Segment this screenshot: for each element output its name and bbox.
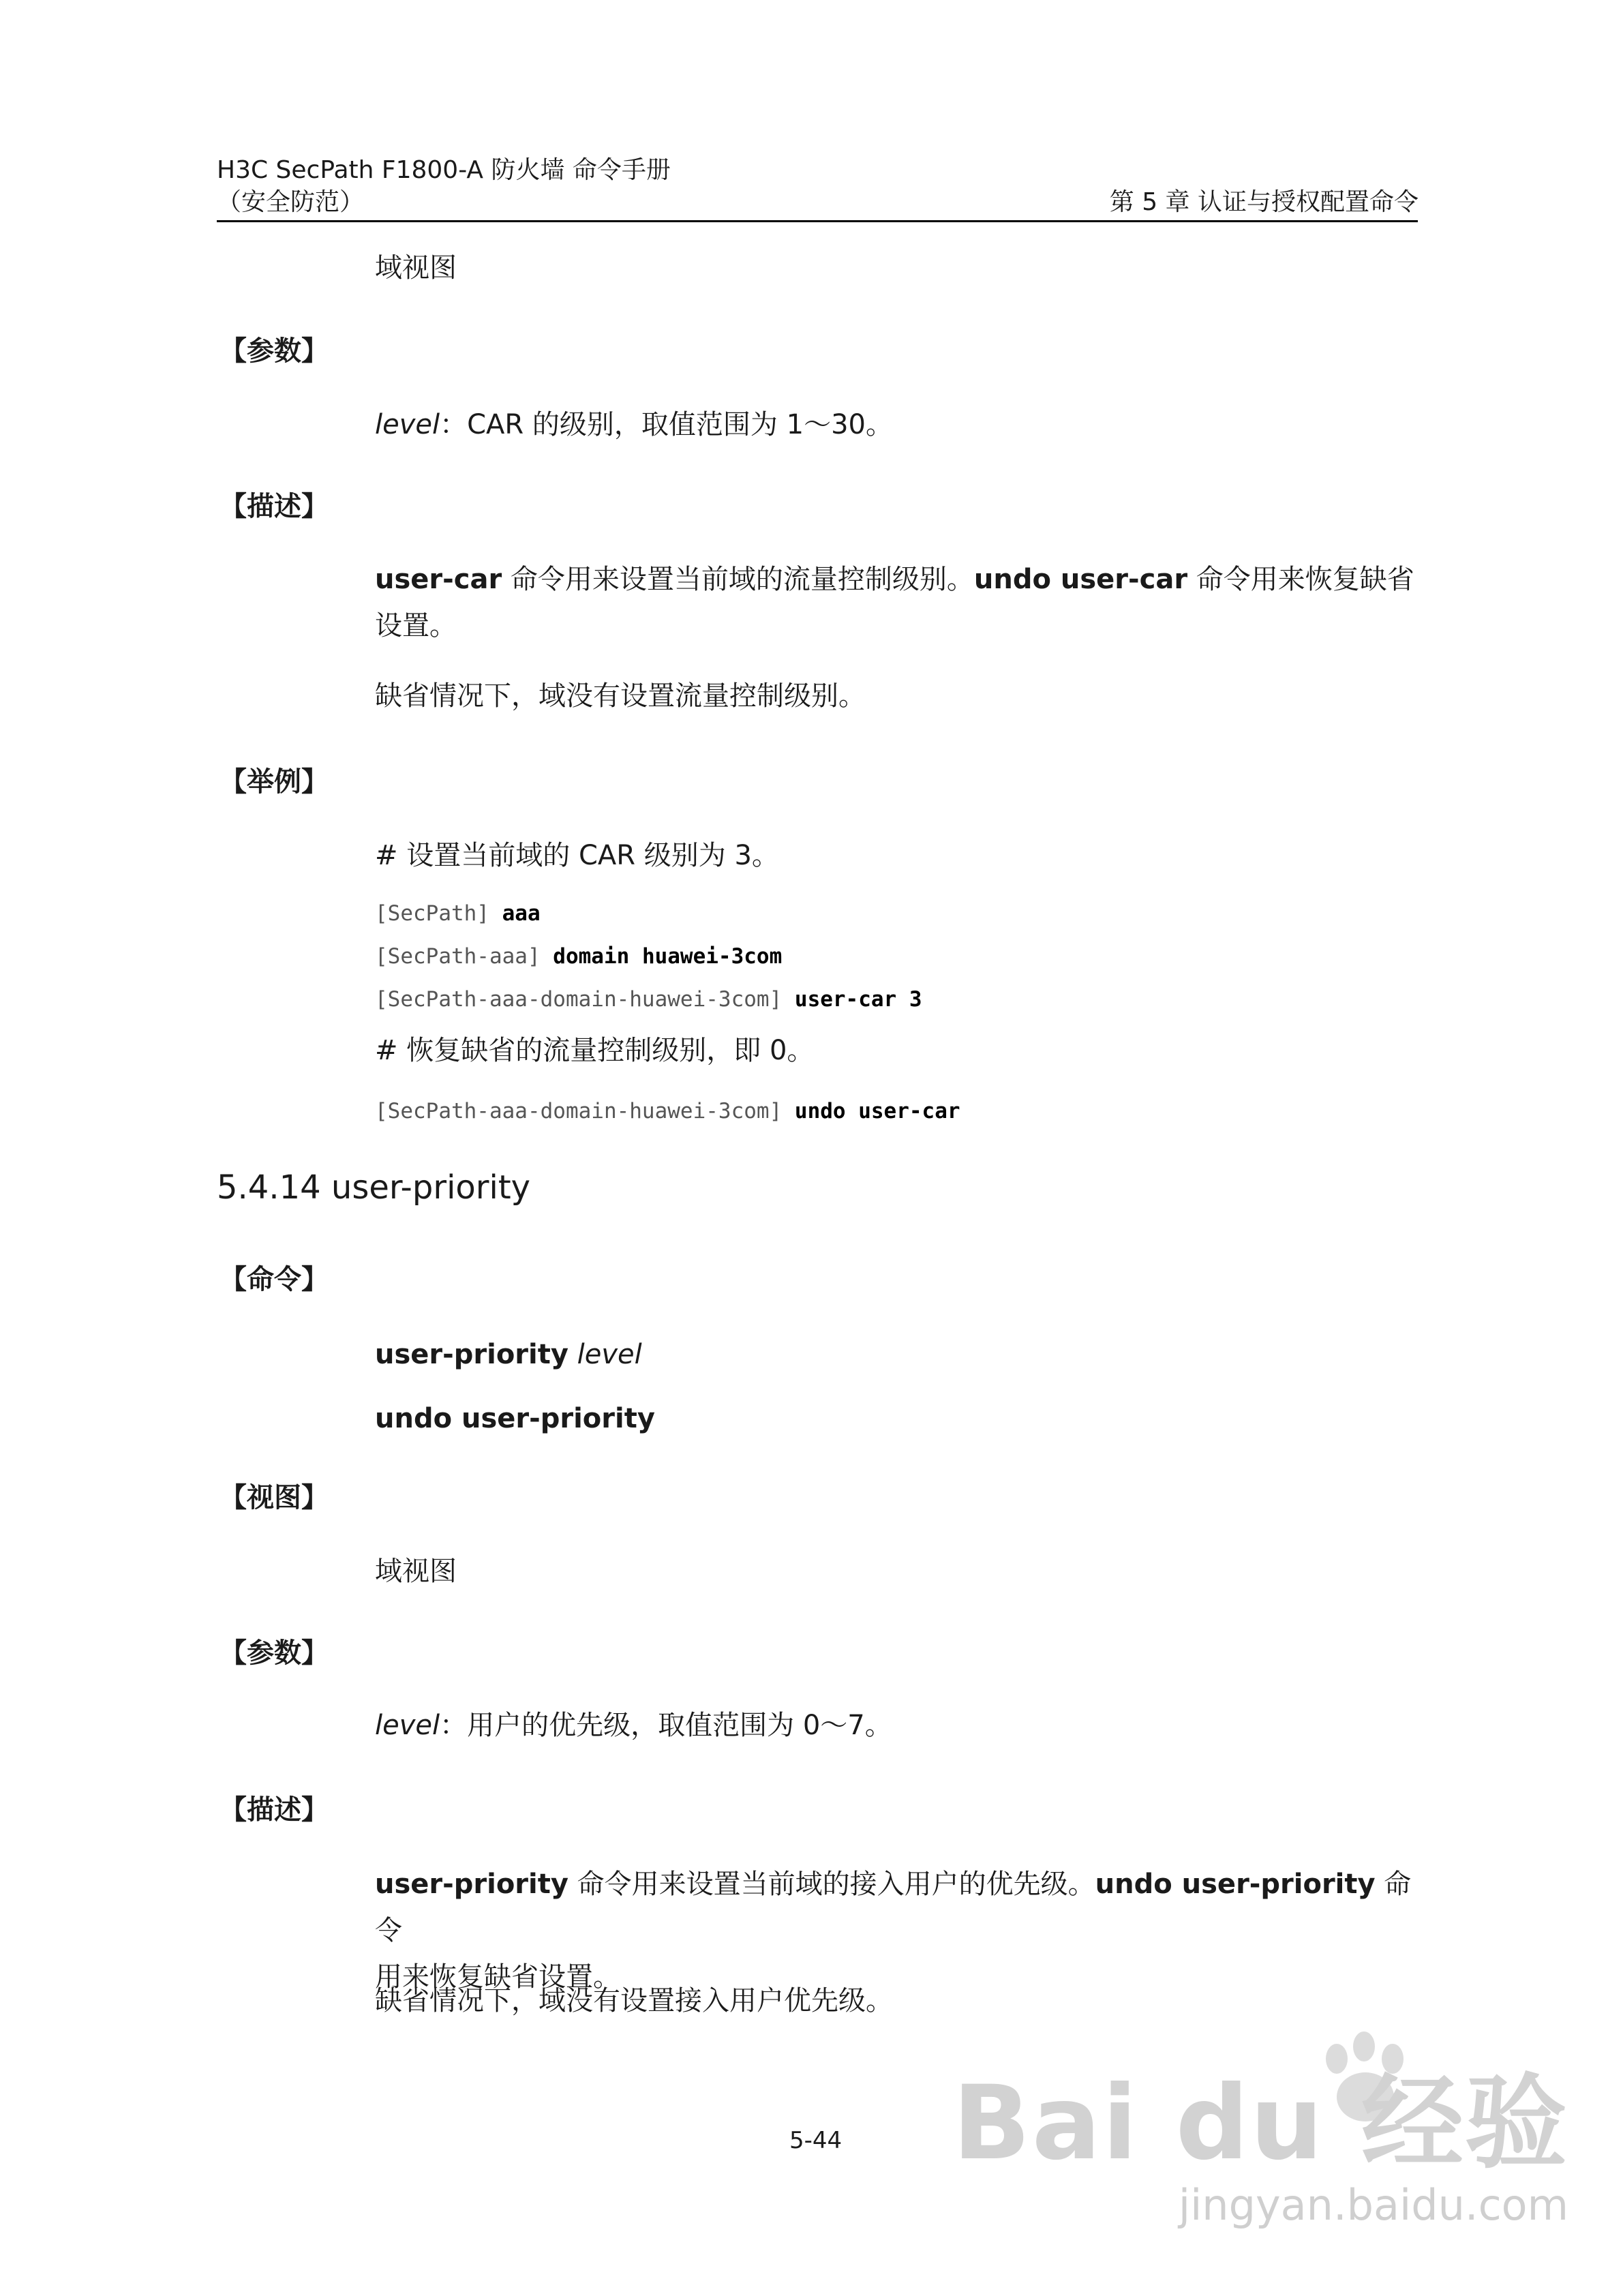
desc-label: 【描述】 [219,491,329,522]
header-rule [217,220,1418,222]
section-heading: 5.4.14 user-priority [217,1168,531,1207]
watermark-logo: Bai du 经验 [952,2064,1568,2183]
code-prompt: [SecPath-aaa-domain-huawei-3com] [375,987,795,1012]
desc-text-end: 命令用来恢复缺省 [1187,564,1414,595]
view-label: 【视图】 [219,1482,329,1513]
desc-cmd: user-car [375,564,502,595]
desc-text-wrap: 设置。 [375,610,457,641]
syntax-command: user-priority [375,1339,568,1370]
desc-text-wrap: 用来恢复缺省设置。 [375,1961,620,1993]
watermark [952,2066,1568,2229]
example-label: 【举例】 [219,766,329,798]
header-subtitle: （安全防范） [217,188,365,216]
desc-label: 【描述】 [219,1794,329,1826]
header-chapter: 第 5 章 认证与授权配置命令 [1109,188,1419,216]
code-line [375,943,782,970]
desc-text: 命令用来设置当前域的接入用户的优先级。 [568,1869,1095,1900]
desc-paragraph [375,556,1418,649]
code-command: aaa [502,901,541,926]
code-line [375,986,922,1013]
param-desc: ：CAR 的级别，取值范围为 1～30。 [440,409,893,440]
default-text: 缺省情况下，域没有设置流量控制级别。 [375,680,866,712]
code-prompt: [SecPath-aaa-domain-huawei-3com] [375,1099,795,1123]
code-line [375,900,541,927]
param-line [375,408,893,442]
syntax-undo-line: undo user-priority [375,1403,655,1434]
code-prompt: [SecPath] [375,901,502,926]
desc-text-end: 命令 [375,1869,1412,1946]
view-value: 域视图 [375,1556,457,1587]
param-line [375,1708,892,1742]
header-product: H3C SecPath F1800-A 防火墙 命令手册 [217,156,671,184]
desc-paragraph [375,1861,1418,2000]
code-command: domain huawei-3com [553,944,783,969]
command-label: 【命令】 [219,1264,329,1295]
code-prompt: [SecPath-aaa] [375,944,553,969]
example-comment: # 恢复缺省的流量控制级别，即 0。 [375,1035,815,1066]
syntax-argument: level [568,1339,642,1370]
param-name: level [375,409,440,440]
view-value: 域视图 [375,252,457,284]
watermark-url: jingyan.baidu.com [1178,2180,1568,2230]
default-text: 缺省情况下，域没有设置接入用户优先级。 [375,1985,893,2016]
desc-undo-cmd: undo user-priority [1095,1869,1376,1900]
params-label: 【参数】 [219,335,329,367]
desc-cmd: user-priority [375,1869,568,1900]
param-desc: ：用户的优先级，取值范围为 0～7。 [440,1710,892,1741]
params-label: 【参数】 [219,1637,329,1669]
code-line [375,1098,960,1125]
code-command: undo user-car [794,1099,960,1123]
desc-text: 命令用来设置当前域的流量控制级别。 [502,564,974,595]
desc-undo-cmd: undo user-car [973,564,1188,595]
example-comment: # 设置当前域的 CAR 级别为 3。 [375,840,779,871]
page-number: 5-44 [789,2127,843,2154]
param-name: level [375,1710,440,1741]
syntax-line [375,1338,642,1372]
code-command: user-car 3 [794,987,922,1012]
